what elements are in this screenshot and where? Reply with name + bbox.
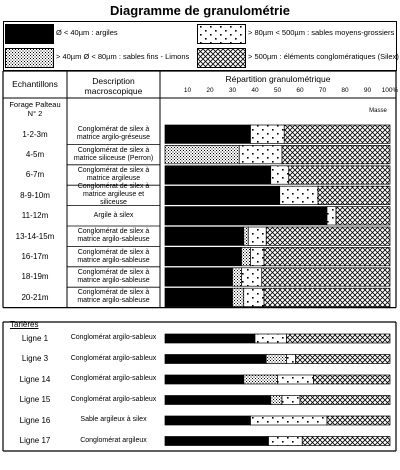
bar-segment-sables-moyens bbox=[255, 334, 287, 343]
description-cell: Conglomérat de silex à matrice argileuse et siliceuse bbox=[77, 183, 150, 207]
bar-segment-argiles bbox=[165, 247, 242, 265]
x-tick-label: 20 bbox=[206, 87, 214, 94]
bar-segment-elements bbox=[296, 355, 391, 364]
group-label-tarieres: Tarières bbox=[10, 320, 39, 329]
bar-segment-elements bbox=[262, 268, 390, 286]
x-tick-label: 90 bbox=[363, 87, 372, 94]
sample-label: 6-7m bbox=[25, 170, 45, 180]
bar-segment-argiles bbox=[165, 207, 327, 225]
sample-label: Ligne 16 bbox=[19, 415, 51, 425]
x-tick-label: 80 bbox=[341, 87, 349, 94]
bar-segment-elements bbox=[289, 166, 390, 184]
group-label-forage: Forage Palteau N° 2 bbox=[9, 100, 61, 118]
sample-label: 18-19m bbox=[21, 272, 49, 282]
sample-label: Ligne 3 bbox=[21, 354, 49, 364]
bar-segment-elements bbox=[336, 207, 390, 225]
bar-segment-sables-fins bbox=[165, 145, 239, 163]
x-tick-label: 30 bbox=[228, 87, 237, 94]
bar-segment-sables-fins bbox=[233, 268, 242, 286]
description-cell: Conglomérat de silex à matrice argilo-sableuse bbox=[77, 248, 150, 264]
x-tick-label: 60 bbox=[296, 87, 304, 94]
description-cell: Conglomérat de silex à matrice argilo-sableuse bbox=[77, 289, 150, 305]
description-cell: Argile à silex bbox=[93, 211, 134, 219]
sample-label: 4-5m bbox=[25, 150, 45, 160]
sample-label: 8-9-10m bbox=[20, 190, 50, 200]
bar-segment-argiles bbox=[165, 396, 271, 405]
x-tick-label: 70 bbox=[318, 87, 327, 94]
bar-segment-argiles bbox=[165, 416, 251, 425]
bar-segment-argiles bbox=[165, 227, 244, 245]
bar-segment-sables-moyens bbox=[278, 375, 314, 384]
sample-label: 13-14-15m bbox=[15, 231, 55, 241]
x-tick-label: 40 bbox=[251, 87, 259, 94]
sample-label: Ligne 15 bbox=[19, 395, 51, 405]
sample-label: 16-17m bbox=[21, 252, 49, 262]
bar-segment-sables-moyens bbox=[271, 166, 289, 184]
description-cell: Conglomérat de silex à matrice argilo-gréseuse bbox=[76, 126, 151, 142]
description-cell: Conglomérat de silex à matrice siliceuse (Perron) bbox=[73, 146, 154, 162]
bar-segment-sables-fins bbox=[242, 247, 251, 265]
header-echantillons: Echantillons bbox=[12, 79, 58, 89]
bar-segment-elements bbox=[266, 227, 390, 245]
bar-segment-sables-fins bbox=[244, 227, 249, 245]
sample-label: 11-12m bbox=[21, 211, 49, 221]
bar-segment-elements bbox=[300, 396, 390, 405]
bar-segment-sables-moyens bbox=[251, 125, 285, 143]
header-repartition: Répartition granulométrique bbox=[225, 74, 331, 84]
tick-layer bbox=[184, 87, 399, 94]
sample-label: 20-21m bbox=[21, 292, 49, 302]
bar-segment-elements bbox=[282, 145, 390, 163]
bar-segment-elements bbox=[264, 288, 390, 306]
description-cell: Conglomérat argilo-sableux bbox=[70, 354, 157, 362]
bar-segment-elements bbox=[284, 125, 390, 143]
header-description: Description macroscopique bbox=[84, 76, 143, 96]
bar-segment-sables-fins bbox=[266, 355, 286, 364]
bar-segment-elements bbox=[302, 437, 390, 446]
bar-segment-sables-fins bbox=[233, 288, 244, 306]
bar-segment-sables-moyens bbox=[239, 145, 282, 163]
sample-label: 1-2-3m bbox=[22, 129, 48, 139]
description-cell: Sable argileux à silex bbox=[80, 416, 147, 424]
sample-label: Ligne 14 bbox=[19, 374, 51, 384]
bar-segment-argiles bbox=[165, 288, 233, 306]
x-tick-label: 50 bbox=[273, 87, 282, 94]
bar-segment-sables-moyens bbox=[280, 186, 318, 204]
bar-segment-sables-moyens bbox=[287, 355, 296, 364]
bar-segment-elements bbox=[318, 186, 390, 204]
bar-segment-elements bbox=[327, 416, 390, 425]
bar-segment-argiles bbox=[165, 166, 271, 184]
bar-layer bbox=[165, 125, 390, 446]
bar-segment-argiles bbox=[165, 437, 269, 446]
bar-segment-sables-moyens bbox=[248, 227, 266, 245]
sample-label: Ligne 17 bbox=[19, 436, 51, 446]
bar-segment-sables-moyens bbox=[282, 396, 300, 405]
x-tick-label: 100% bbox=[381, 87, 399, 94]
bar-segment-sables-moyens bbox=[251, 247, 265, 265]
bar-segment-sables-moyens bbox=[251, 416, 328, 425]
description-cell: Conglomérat argileux bbox=[80, 436, 147, 444]
bar-segment-argiles bbox=[165, 186, 280, 204]
bar-segment-argiles bbox=[165, 375, 244, 384]
page-title: Diagramme de granulométrie bbox=[110, 3, 290, 18]
description-cell: Conglomérat de silex à matrice argilo-sableuse bbox=[77, 228, 150, 244]
bar-segment-elements bbox=[287, 334, 391, 343]
description-cell: Conglomérat argilo-sableux bbox=[70, 375, 157, 383]
bar-segment-elements bbox=[264, 247, 390, 265]
bar-segment-argiles bbox=[165, 268, 233, 286]
legend-label-argiles: Ø < 40µm : argiles bbox=[56, 28, 118, 37]
x-tick-label: 10 bbox=[183, 87, 192, 94]
bar-segment-argiles bbox=[165, 355, 266, 364]
legend-label-elements: > 500µm : éléments conglomératiques (Silex) bbox=[248, 52, 399, 61]
legend-label-sables-fins: > 40µm Ø < 80µm : sables fins - Limons bbox=[56, 52, 190, 61]
bar-segment-sables-moyens bbox=[244, 288, 264, 306]
description-cell: Conglomérat de silex à matrice argilo-sableuse bbox=[77, 268, 150, 284]
bar-segment-sables-fins bbox=[244, 375, 278, 384]
legend-label-sables-moyens: > 80µm < 500µm : sables moyens-grossiers bbox=[248, 28, 395, 37]
header-masse: Masse bbox=[369, 108, 387, 114]
bar-segment-sables-moyens bbox=[242, 268, 262, 286]
description-cell: Conglomérat argilo-sableux bbox=[70, 395, 157, 403]
bar-segment-argiles bbox=[165, 334, 255, 343]
bar-segment-sables-moyens bbox=[269, 437, 303, 446]
bar-segment-argiles bbox=[165, 125, 251, 143]
sample-label: Ligne 1 bbox=[21, 333, 49, 343]
bar-segment-elements bbox=[314, 375, 391, 384]
bar-segment-sables-fins bbox=[271, 396, 282, 405]
description-cell: Conglomérat de silex à matrice argileuse bbox=[77, 166, 150, 182]
description-cell: Conglomérat argilo-sableux bbox=[70, 334, 157, 342]
bar-segment-sables-moyens bbox=[327, 207, 336, 225]
